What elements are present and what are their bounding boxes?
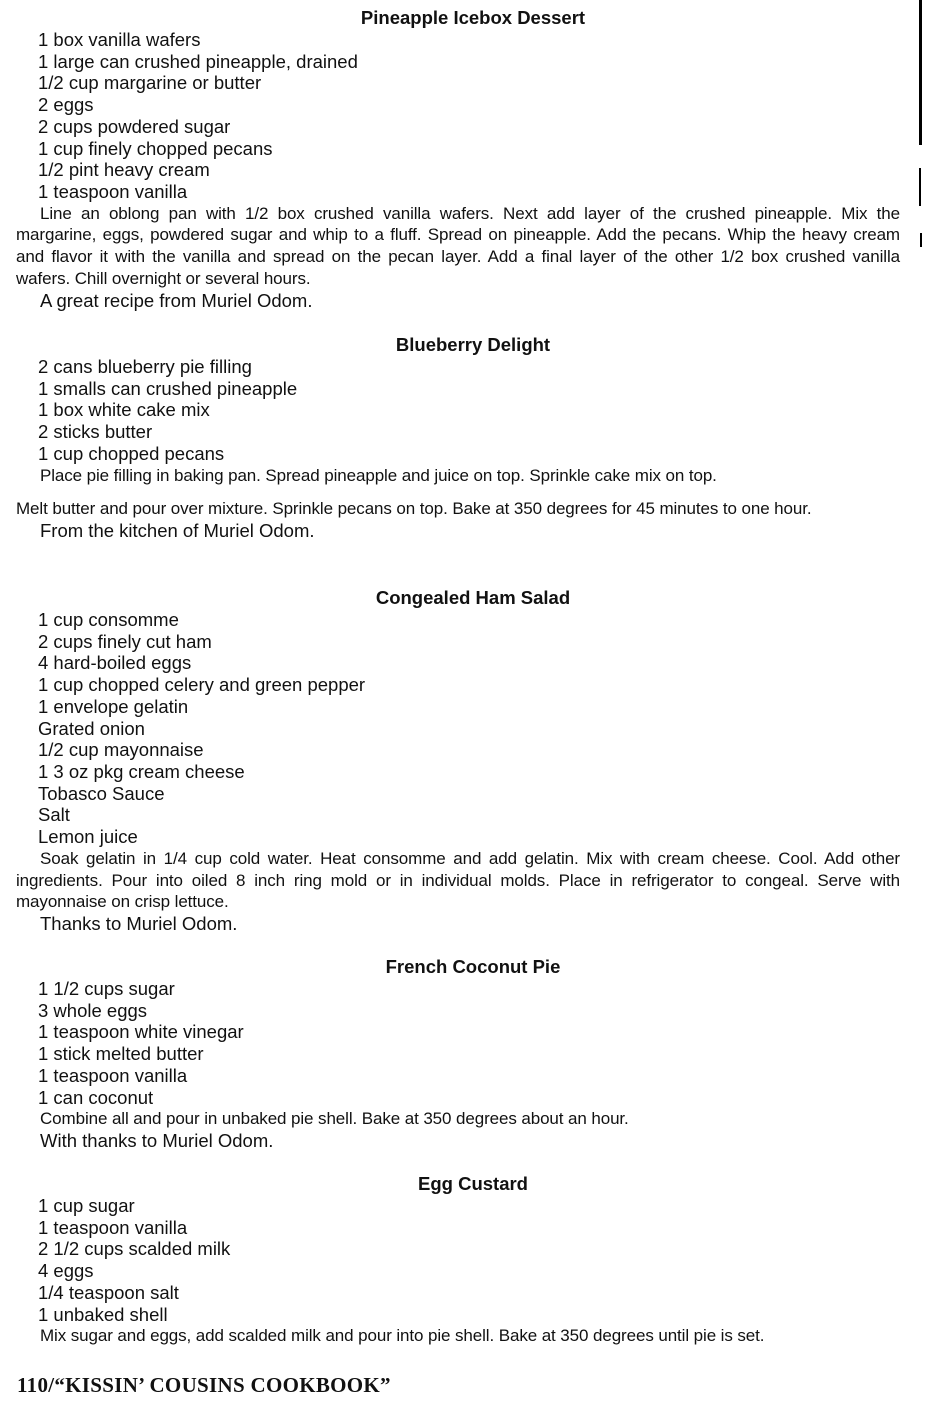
ingredient: 1 teaspoon vanilla <box>38 1064 188 1086</box>
ingredient: 1 teaspoon vanilla <box>38 180 188 202</box>
ingredient: 1 teaspoon white vinegar <box>38 1021 244 1043</box>
ingredient: 1 can coconut <box>38 1086 154 1108</box>
recipe-congealed-ham-salad <box>16 587 900 935</box>
ingredient: 2 cups finely cut ham <box>38 630 212 652</box>
ingredient-list <box>16 29 900 203</box>
ingredient: 1 unbaked shell <box>38 1303 168 1325</box>
recipe-title: French Coconut Pie <box>385 956 561 977</box>
recipe-directions-continued: Melt butter and pour over mixture. Sprinkle pecans on top. Bake at 350 degrees for 45 minutes to one hour. <box>16 499 812 519</box>
recipe-directions: Soak gelatin in 1/4 cup cold water. Heat consomme and add gelatin. Mix with cream cheese. Cool. Add other ingredients. Pour into oiled 8 inch ring mold or in individual molds. Place in refrigerator to congeal. Serve with mayonnaise on crisp lettuce. <box>16 848 900 912</box>
ingredient: 1 teaspoon vanilla <box>38 1216 188 1238</box>
ingredient: 1 smalls can crushed pineapple <box>38 377 298 399</box>
ingredient: 2 eggs <box>38 94 94 116</box>
ingredient: 1 cup consomme <box>38 609 179 630</box>
ingredient-list <box>16 356 900 465</box>
recipe-title: Blueberry Delight <box>395 334 551 355</box>
ingredient-list <box>16 609 900 848</box>
ingredient: 1 box vanilla wafers <box>38 29 201 50</box>
ingredient: 1 stick melted butter <box>38 1043 204 1065</box>
ingredient: 1 3 oz pkg cream cheese <box>38 760 245 782</box>
recipe-egg-custard <box>16 1173 900 1347</box>
ingredient: 1/2 pint heavy cream <box>38 159 210 181</box>
recipe-title: Egg Custard <box>418 1173 528 1194</box>
ingredient: 2 sticks butter <box>38 421 153 443</box>
ingredient: 2 cups powdered sugar <box>38 115 231 137</box>
ingredient: 4 eggs <box>38 1260 94 1282</box>
ingredient: 4 hard-boiled eggs <box>38 652 192 674</box>
recipe-french-coconut-pie <box>16 956 900 1152</box>
ingredient: 1 box white cake mix <box>38 399 210 421</box>
recipe-credit: From the kitchen of Muriel Odom. <box>40 520 315 542</box>
ingredient: 1 1/2 cups sugar <box>38 978 175 999</box>
recipe-pineapple-icebox-dessert <box>16 7 900 312</box>
ingredient: 1/4 teaspoon salt <box>38 1281 179 1303</box>
recipe-credit: Thanks to Muriel Odom. <box>40 913 238 935</box>
recipe-directions: Place pie filling in baking pan. Spread pineapple and juice on top. Sprinkle cake mix on top. <box>40 465 717 485</box>
recipe-directions: Line an oblong pan with 1/2 box crushed vanilla wafers. Next add layer of the crushed pineapple. Mix the margarine, eggs, powdered sugar and whip to a fluff. Spread on pineapple. Add the pecans. Whip the heavy cream and flavor it with the vanilla and spread on the pecan layer. Add a final layer of the other 1/2 box crushed vanilla wafers. Chill overnight or several hours. <box>16 203 900 289</box>
page-footer: 110/“KISSIN’ COUSINS COOKBOOK” <box>17 1373 391 1397</box>
ingredient: 1 cup sugar <box>38 1195 135 1216</box>
ingredient: 1 cup finely chopped pecans <box>38 137 273 159</box>
ingredient: Tobasco Sauce <box>38 782 165 804</box>
binder-mark <box>919 168 921 206</box>
binder-mark <box>920 233 922 247</box>
recipe-directions: Mix sugar and eggs, add scalded milk and pour into pie shell. Bake at 350 degrees until pie is set. <box>40 1326 765 1346</box>
recipe-credit: With thanks to Muriel Odom. <box>40 1130 274 1152</box>
ingredient: 1 large can crushed pineapple, drained <box>38 50 358 72</box>
ingredient: 2 cans blueberry pie filling <box>38 356 252 377</box>
ingredient: 1 cup chopped celery and green pepper <box>38 674 366 696</box>
ingredient: Salt <box>38 804 70 826</box>
ingredient: 3 whole eggs <box>38 999 148 1021</box>
recipe-title: Pineapple Icebox Dessert <box>360 7 586 28</box>
ingredient: Grated onion <box>38 717 145 739</box>
ingredient: 1/2 cup mayonnaise <box>38 739 204 761</box>
ingredient-list <box>16 1195 900 1325</box>
ingredient: 1 envelope gelatin <box>38 695 189 717</box>
ingredient: 2 1/2 cups scalded milk <box>38 1238 231 1260</box>
ingredient: Lemon juice <box>38 826 138 848</box>
recipe-title: Congealed Ham Salad <box>375 587 571 608</box>
ingredient-list <box>16 978 900 1108</box>
recipe-directions: Combine all and pour in unbaked pie shell. Bake at 350 degrees about an hour. <box>40 1109 629 1129</box>
ingredient: 1/2 cup margarine or butter <box>38 72 262 94</box>
recipe-credit: A great recipe from Muriel Odom. <box>40 289 313 311</box>
recipe-blueberry-delight <box>16 334 900 542</box>
binder-mark <box>919 0 922 145</box>
ingredient: 1 cup chopped pecans <box>38 442 225 464</box>
